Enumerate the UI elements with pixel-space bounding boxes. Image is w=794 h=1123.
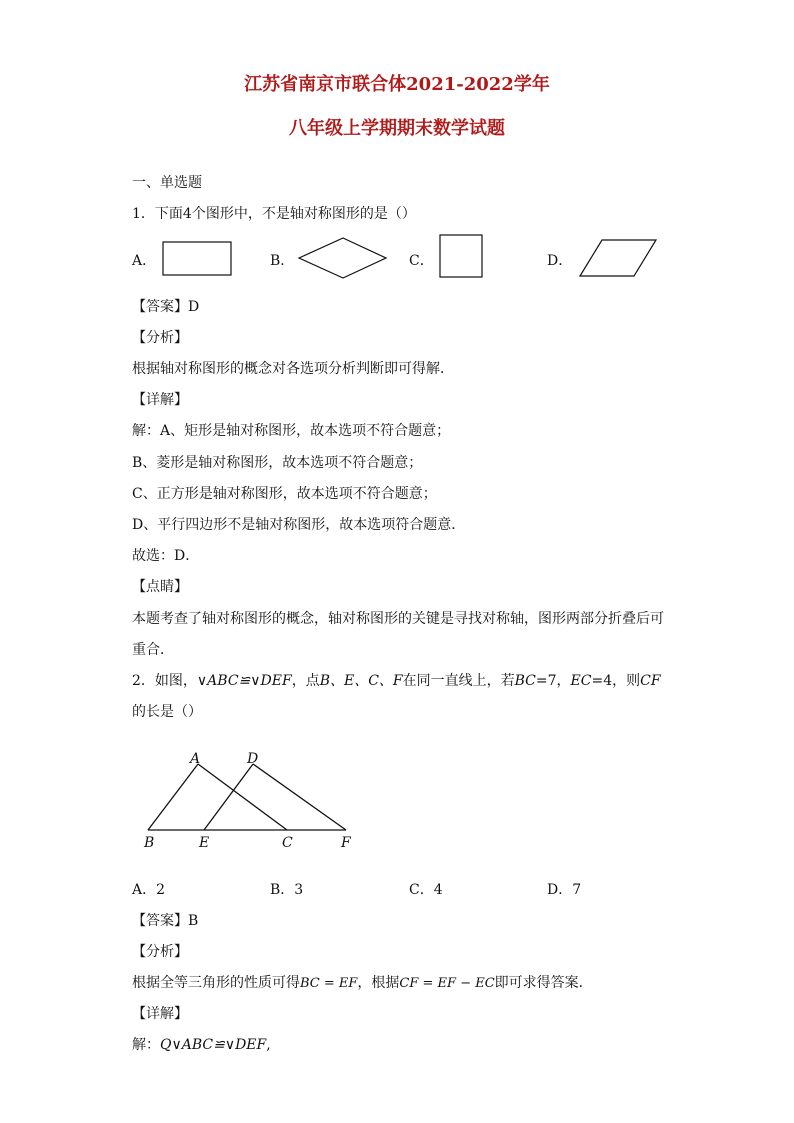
q1-comment-heading: 【点睛】 [132,579,188,595]
q2-congruence-expr: ∨ABC≌∨DEF [196,673,292,689]
q1-conclusion: 故选：D． [132,548,200,564]
q2-option-b: B．3 [270,882,304,898]
q2-stem-text: 2．如图， [132,673,197,689]
q2-stem-text: 在同一直线上，若 [402,673,515,689]
q2-stem-text: =7， [535,673,571,689]
q2-analysis-text [132,972,593,992]
triangle-figure [138,748,368,854]
q1-option-b-label: B． [270,253,295,269]
point-label-f: F [341,835,351,851]
q2-detail-formula: Q∨ABC≌∨DEF [160,1037,267,1053]
q2-cf-expr: CF [640,673,661,689]
parallelogram-shape-icon [576,236,660,280]
rectangle-shape-icon [162,238,234,278]
q1-option-c-label: C． [409,253,434,269]
document-title-line2: 八年级上学期期末数学试题 [289,118,505,139]
q2-analysis-part: 即可求得答案． [494,975,593,991]
q1-option-a-label: A． [132,253,157,269]
q1-detail-line: B、菱形是轴对称图形，故本选项不符合题意； [132,455,423,471]
q2-detail-part: 解： [132,1037,160,1053]
q2-analysis-part: ，根据 [357,975,400,991]
point-label-e: E [199,835,210,851]
q1-analysis-heading: 【分析】 [132,330,188,346]
q2-option-c: C．4 [409,882,443,898]
q2-detail-part: , [266,1037,271,1053]
document-title-line1: 江苏省南京市联合体2021-2022学年 [244,74,550,95]
q1-detail-line: D、平行四边形不是轴对称图形，故本选项符合题意． [132,517,466,533]
point-label-d: D [247,751,259,767]
q1-analysis-text: 根据轴对称图形的概念对各选项分析判断即可得解． [132,361,454,377]
q2-ec-expr: EC [570,673,592,689]
q1-comment-line: 本题考查了轴对称图形的概念，轴对称图形的关键是寻找对称轴，图形两部分折叠后可 [132,611,664,627]
q1-detail-line: C、正方形是轴对称图形，故本选项不符合题意； [132,486,437,502]
point-label-c: C [282,835,293,851]
section-heading: 一、单选题 [132,175,202,191]
q2-stem-line1 [132,670,661,690]
q2-answer: 【答案】B [132,913,199,929]
q2-analysis-part: 根据全等三角形的性质可得 [132,975,300,991]
q2-stem-text: =4，则 [591,673,641,689]
q2-stem-text: ，点 [291,673,320,689]
square-shape-icon [438,233,486,281]
q2-option-a: A．2 [132,882,166,898]
q2-points-expr: B、E、C、F [319,673,403,689]
segment-df [253,764,346,830]
q2-detail-line [132,1034,271,1054]
q2-analysis-heading: 【分析】 [132,944,188,960]
q1-comment-line: 重合． [132,642,174,658]
point-label-b: B [144,835,155,851]
q1-answer: 【答案】D [132,299,200,315]
q2-stem-line2: 的长是（） [132,704,202,720]
q1-stem: 1．下面4个图形中，不是轴对称图形的是（） [132,206,416,222]
q2-bc-expr: BC [514,673,536,689]
q1-option-d-label: D． [547,253,573,269]
q1-detail-heading: 【详解】 [132,392,188,408]
q2-detail-heading: 【详解】 [132,1006,188,1022]
q2-formula-bc-ef: BC = EF [300,976,358,991]
point-label-a: A [190,751,201,767]
q2-formula-cf: CF = EF − EC [399,976,495,991]
segment-ab [148,764,198,830]
q2-option-d: D．7 [547,882,582,898]
q1-detail-line: 解：A、矩形是轴对称图形，故本选项不符合题意； [132,423,451,439]
rhombus-shape-icon [296,234,390,282]
